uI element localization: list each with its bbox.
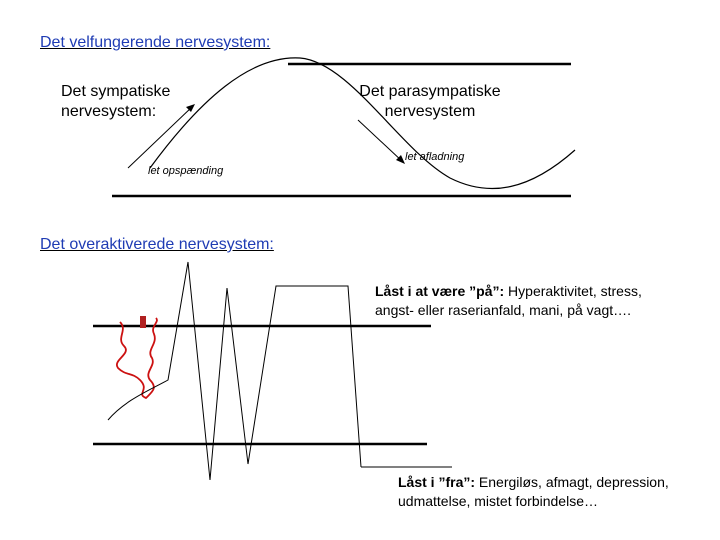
sympathetic-arrow xyxy=(128,106,193,168)
overactive-system-heading: Det overaktiverede nervesystem: xyxy=(40,236,274,253)
healthy-system-heading: Det velfungerende nervesystem: xyxy=(40,34,271,51)
parasympathetic-arrow xyxy=(358,120,403,162)
dysregulated-activation-line xyxy=(108,262,361,480)
parasympathetic-label-line2: nervesystem xyxy=(384,103,476,120)
locked-on-desc-2: angst- eller raserianfald, mani, på vagt…. xyxy=(375,302,632,318)
trauma-activation-wave xyxy=(117,318,157,398)
locked-off-desc-1: Energiløs, afmagt, depression, xyxy=(475,474,669,490)
balanced-sine-wave xyxy=(150,58,575,189)
tension-label: let opspænding xyxy=(148,165,224,177)
locked-on-desc-1: Hyperaktivitet, stress, xyxy=(504,283,642,299)
locked-off-desc-2: udmattelse, mistet forbindelse… xyxy=(398,493,598,509)
parasympathetic-label-line1: Det parasympatiske xyxy=(359,83,501,100)
release-label: let afladning xyxy=(405,151,465,163)
trauma-marker xyxy=(140,316,146,328)
sympathetic-label-line2: nervesystem: xyxy=(61,103,157,120)
sympathetic-label-line1: Det sympatiske xyxy=(61,83,171,100)
locked-off-title: Låst i ”fra”: xyxy=(398,474,476,490)
locked-on-title: Låst i at være ”på”: xyxy=(375,283,505,299)
